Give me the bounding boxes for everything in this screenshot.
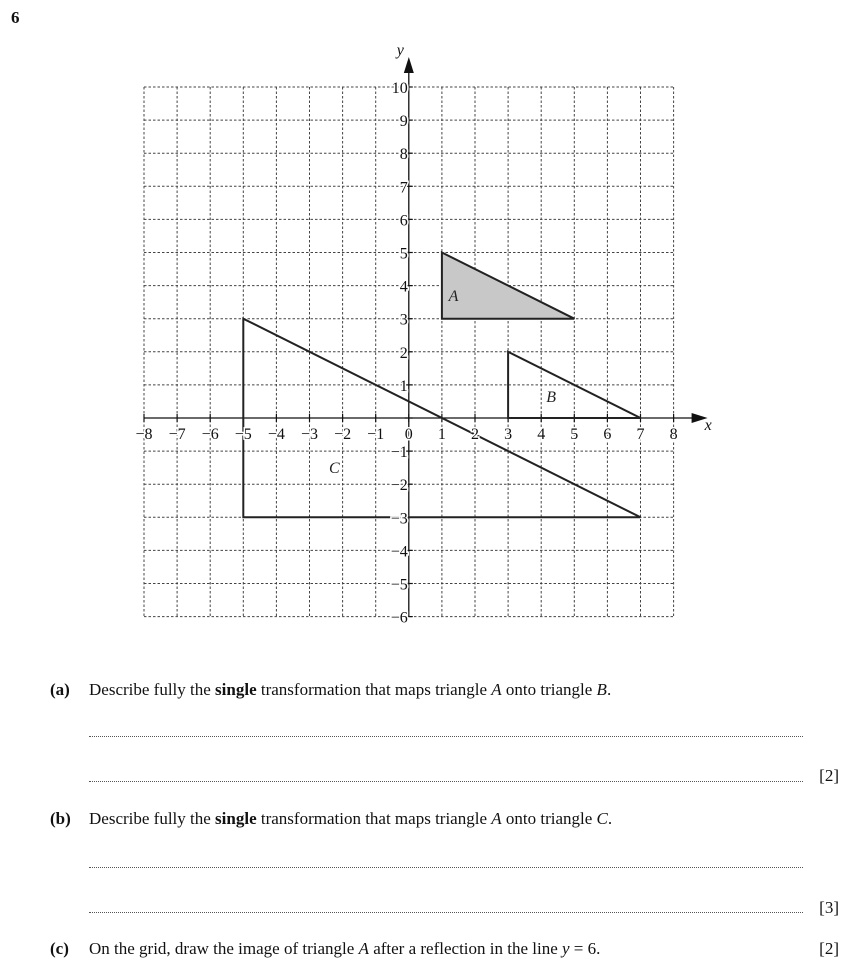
x-tick-label: −2 [334, 426, 352, 443]
y-tick-label: 9 [399, 113, 408, 131]
y-tick-label: 5 [399, 245, 408, 263]
x-tick-label: 3 [504, 426, 513, 443]
part-b-marks: [3] [819, 898, 839, 917]
part-b-question: Describe fully the single transformation that maps triangle A onto triangle C. [89, 809, 613, 828]
y-tick-label: −1 [390, 444, 408, 462]
axes [144, 57, 708, 617]
y-tick-label: 10 [391, 80, 408, 97]
part-a-question: Describe fully the single transformation that maps triangle A onto triangle B. [89, 680, 612, 699]
answer-line-a2[interactable] [89, 781, 803, 782]
part-b-label: (b) [50, 809, 71, 828]
y-axis-arrow [404, 57, 414, 73]
y-tick-label: −6 [390, 609, 408, 627]
y-tick-label: −4 [390, 543, 408, 561]
answer-line-b1[interactable] [89, 867, 803, 868]
answer-line-b2[interactable] [89, 912, 803, 913]
x-tick-label: −7 [168, 426, 186, 443]
x-tick-label: 0 [404, 426, 413, 443]
y-tick-label: 8 [399, 146, 408, 164]
triangle-label-c: C [328, 459, 340, 477]
x-tick-label: 1 [437, 426, 446, 443]
part-c-marks: [2] [819, 939, 839, 958]
x-axis-label: x [704, 417, 712, 434]
x-tick-label: −3 [300, 426, 319, 443]
y-axis-label: y [396, 42, 404, 59]
x-tick-label: −5 [234, 426, 252, 443]
x-tick-label: 2 [471, 426, 479, 443]
x-tick-label: 7 [636, 426, 645, 443]
triangle-label-b: B [546, 388, 557, 406]
y-tick-label: 1 [399, 377, 408, 395]
y-tick-label: 3 [399, 311, 408, 329]
x-tick-label: −1 [367, 426, 385, 443]
answer-line-a1[interactable] [89, 736, 803, 737]
x-tick-label: −6 [201, 426, 219, 443]
y-tick-label: 6 [399, 212, 408, 230]
x-tick-label: 5 [570, 426, 579, 443]
y-tick-label: −5 [390, 576, 408, 594]
part-c-question: On the grid, draw the image of triangle A after a reflection in the line y = 6. [89, 939, 601, 958]
y-tick-label: −3 [390, 510, 408, 528]
triangle-label-a: A [448, 287, 459, 305]
x-tick-label: 8 [669, 426, 678, 443]
x-tick-label: 6 [603, 426, 612, 443]
x-tick-label: −8 [135, 426, 153, 443]
y-tick-label: 4 [399, 278, 408, 296]
part-a-marks: [2] [819, 766, 839, 785]
part-a-label: (a) [50, 680, 70, 699]
y-tick-label: −2 [390, 477, 408, 495]
part-c-label: (c) [50, 939, 69, 958]
x-tick-label: 4 [537, 426, 546, 443]
tick-labels [135, 42, 711, 627]
y-tick-label: 2 [399, 344, 408, 362]
question-number: 6 [11, 8, 20, 27]
y-tick-label: 7 [399, 179, 408, 197]
x-tick-label: −4 [267, 426, 285, 443]
